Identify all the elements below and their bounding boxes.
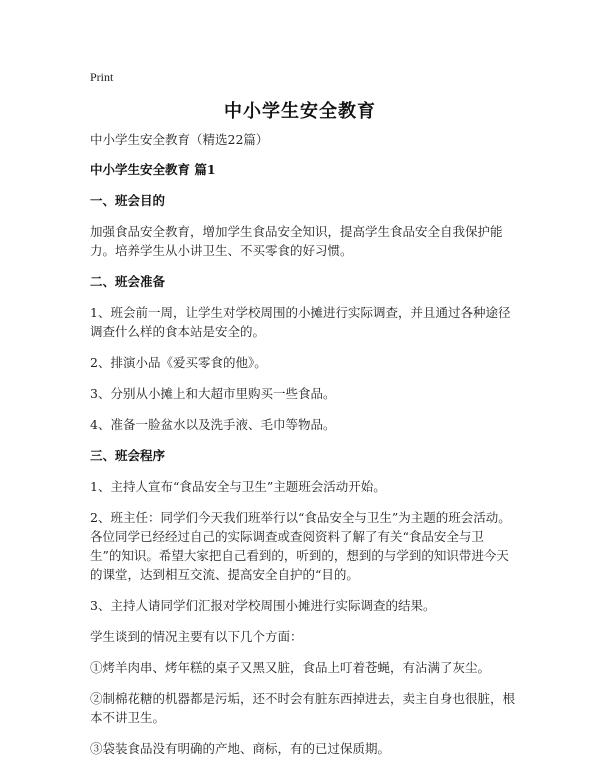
- section-heading-purpose: 一、班会目的: [90, 193, 166, 208]
- document-subtitle: 中小学生安全教育（精选22篇）: [90, 132, 269, 147]
- list-item-finding-2: ②制棉花糖的机器都是污垢，还不时会有脏东西掉进去，卖主自身也很脏，根本不讲卫生。: [90, 691, 516, 725]
- section-heading-procedure: 三、班会程序: [90, 448, 166, 463]
- list-item-finding-1: ①烤羊肉串、烤年糕的桌子又黑又脏，食品上叮着苍蝇，有沾满了灰尘。: [90, 660, 491, 675]
- document-body: [90, 130, 515, 770]
- list-item-prep-1: 1、班会前一周，让学生对学校周围的小摊进行实际调查，并且通过各种途径调查什么样的食本站是安全的。: [90, 305, 511, 339]
- article-heading: 中小学生安全教育 篇1: [90, 162, 216, 177]
- print-label: Print: [90, 70, 114, 84]
- paragraph-purpose: 加强食品安全教育，增加学生食品安全知识，提高学生食品安全自我保护能力。培养学生从小讲卫生、不买零食的好习惯。: [90, 224, 503, 258]
- list-item-prep-2: 2、排演小品《爱买零食的他》。: [90, 355, 267, 370]
- list-item-proc-2: 2、班主任：同学们今天我们班举行以“食品安全与卫生”为主题的班会活动。各位同学已经经过自己的实际调查或查阅资料了解了有关“食品安全与卫生”的知识。希望大家把自己看到的，听到的，想到的与学到的知识带进今天的课堂，达到相互交流、提高安全自护的“目的。: [90, 510, 511, 582]
- list-item-proc-3: 3、主持人请同学们汇报对学校周围小摊进行实际调查的结果。: [90, 598, 436, 613]
- list-item-proc-1: 1、主持人宣布“食品安全与卫生”主题班会活动开始。: [90, 479, 386, 494]
- list-item-prep-3: 3、分别从小摊上和大超市里购买一些食品。: [90, 386, 336, 401]
- paragraph-summary: 学生谈到的情况主要有以下几个方面：: [90, 629, 303, 644]
- section-heading-preparation: 二、班会准备: [90, 274, 166, 289]
- list-item-prep-4: 4、准备一脸盆水以及洗手液、毛巾等物品。: [90, 417, 336, 432]
- page-title: 中小学生安全教育: [224, 101, 376, 122]
- list-item-finding-3: ③袋装食品没有明确的产地、商标，有的已过保质期。: [90, 741, 391, 756]
